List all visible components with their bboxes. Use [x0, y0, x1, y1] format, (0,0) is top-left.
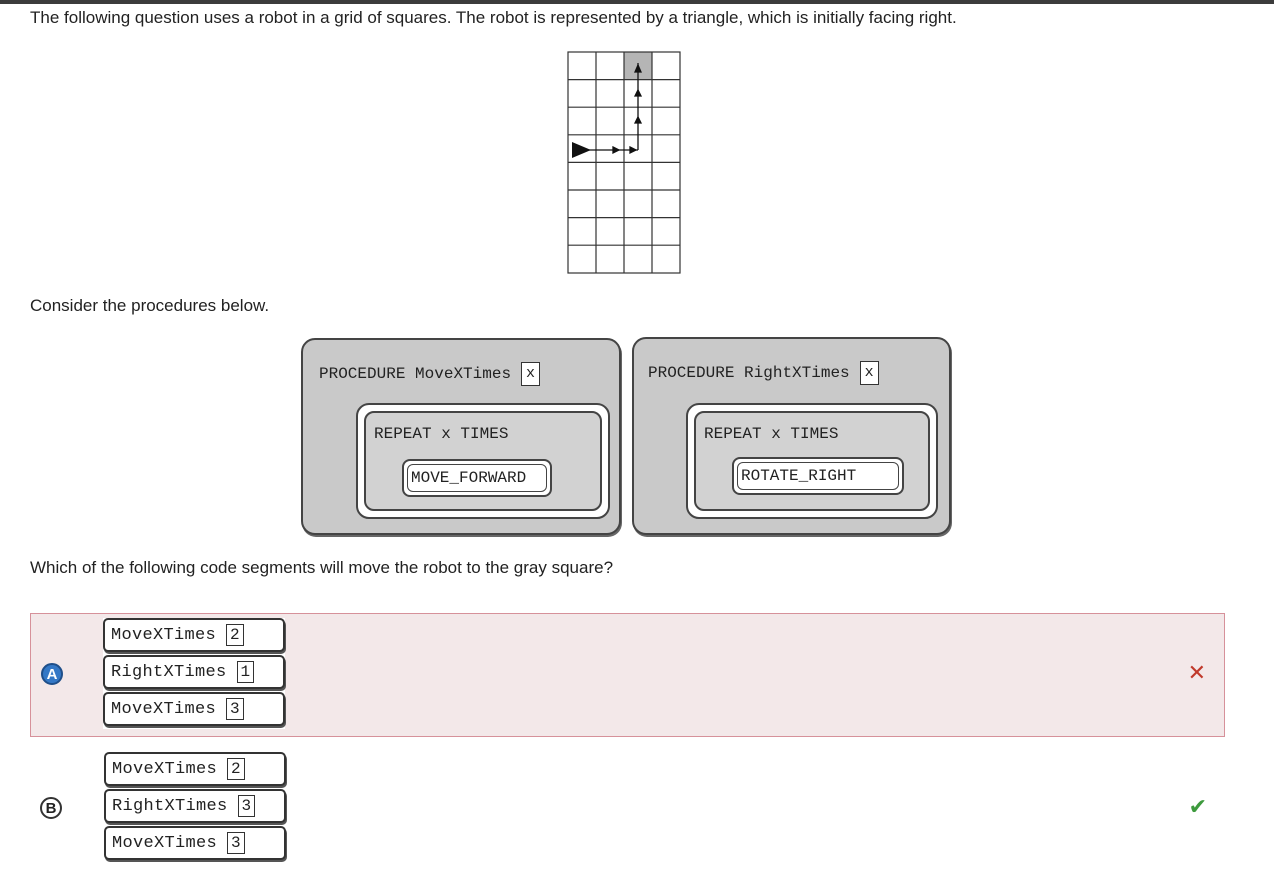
intro-text: The following question uses a robot in a grid of squares. The robot is represented by a triangle, which is initially facing right. [30, 8, 957, 27]
top-bar [0, 0, 1274, 4]
procedure-keyword: PROCEDURE [319, 365, 406, 383]
code-call: MoveXTimes [112, 833, 218, 853]
command-block [732, 457, 904, 495]
option-letter-badge: A [41, 663, 63, 685]
code-arg: 3 [227, 832, 245, 854]
procedure-name: RightXTimes [744, 364, 850, 382]
robot-triangle-icon [572, 142, 591, 158]
command-block [402, 459, 552, 497]
procedure-name: MoveXTimes [415, 365, 512, 383]
procedure-header [319, 362, 540, 386]
code-arg: 2 [226, 624, 244, 646]
repeat-label: REPEAT x TIMES [374, 425, 509, 443]
robot-grid-figure [567, 51, 681, 275]
repeat-block [686, 403, 938, 519]
correct-check-icon: ✔ [1188, 794, 1207, 819]
option-letter-badge: B [40, 797, 62, 819]
code-call: MoveXTimes [112, 759, 218, 779]
code-line [103, 618, 285, 652]
procedure-param: x [521, 362, 540, 386]
code-arg: 3 [238, 795, 256, 817]
code-segment [104, 752, 286, 863]
answer-option-a[interactable] [30, 613, 1225, 737]
command-label: MOVE_FORWARD [407, 464, 547, 492]
consider-text: Consider the procedures below. [30, 296, 270, 315]
code-line [103, 692, 285, 726]
code-call: RightXTimes [111, 662, 227, 682]
code-line [104, 826, 286, 860]
procedure-movextimes [301, 338, 621, 535]
code-line [104, 752, 286, 786]
procedure-param: x [860, 361, 879, 385]
code-line [104, 789, 286, 823]
code-arg: 3 [226, 698, 244, 720]
code-arg: 1 [237, 661, 255, 683]
code-call: MoveXTimes [111, 625, 217, 645]
procedure-keyword: PROCEDURE [648, 364, 735, 382]
repeat-block [356, 403, 610, 519]
answer-option-b[interactable] [30, 748, 1225, 872]
code-arg: 2 [227, 758, 245, 780]
command-label: ROTATE_RIGHT [737, 462, 899, 490]
question-text: Which of the following code segments will move the robot to the gray square? [30, 558, 614, 577]
grid-lines [568, 52, 680, 273]
repeat-label: REPEAT x TIMES [704, 425, 839, 443]
code-call: MoveXTimes [111, 699, 217, 719]
procedure-rightxtimes [632, 337, 951, 535]
procedure-header [648, 361, 879, 385]
code-line [103, 655, 285, 689]
incorrect-x-icon: ✕ [1187, 660, 1206, 685]
code-call: RightXTimes [112, 796, 228, 816]
code-segment [103, 618, 285, 729]
